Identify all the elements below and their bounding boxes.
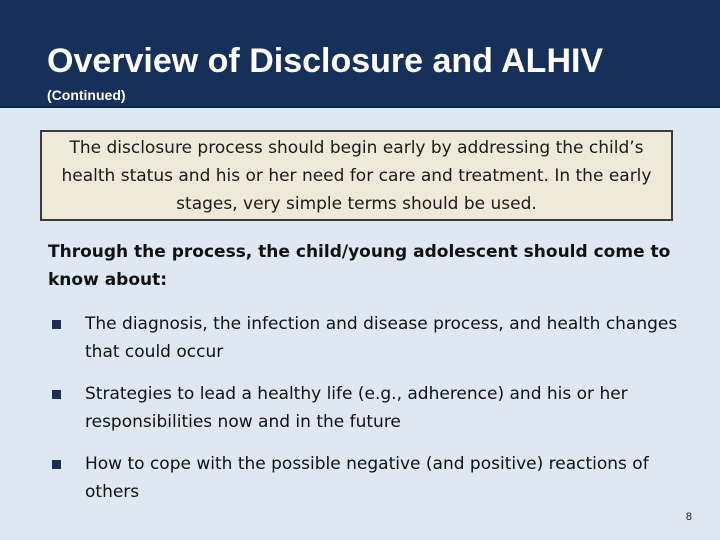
bullet-text: The diagnosis, the infection and disease process, and health changes that could occur xyxy=(85,314,678,362)
page-number: 8 xyxy=(685,511,692,523)
callout-box xyxy=(40,130,673,221)
callout-text: The disclosure process should begin early by addressing the child’s health status and his or her need for care and treatment. In the early stages, very simple terms should be used. xyxy=(61,137,652,214)
bullet-text: How to cope with the possible negative (and positive) reactions of others xyxy=(85,454,649,502)
bullet-text: Strategies to lead a healthy life (e.g., adherence) and his or her responsibilities now and in the future xyxy=(85,384,628,432)
slide-subtitle: (Continued) xyxy=(47,87,126,103)
square-bullet-icon xyxy=(52,460,61,469)
slide-title: Overview of Disclosure and ALHIV xyxy=(47,42,604,80)
title-bar xyxy=(0,0,720,108)
square-bullet-icon xyxy=(52,390,61,399)
square-bullet-icon xyxy=(52,320,61,329)
intro-text: Through the process, the child/young adolescent should come to know about: xyxy=(48,242,671,290)
